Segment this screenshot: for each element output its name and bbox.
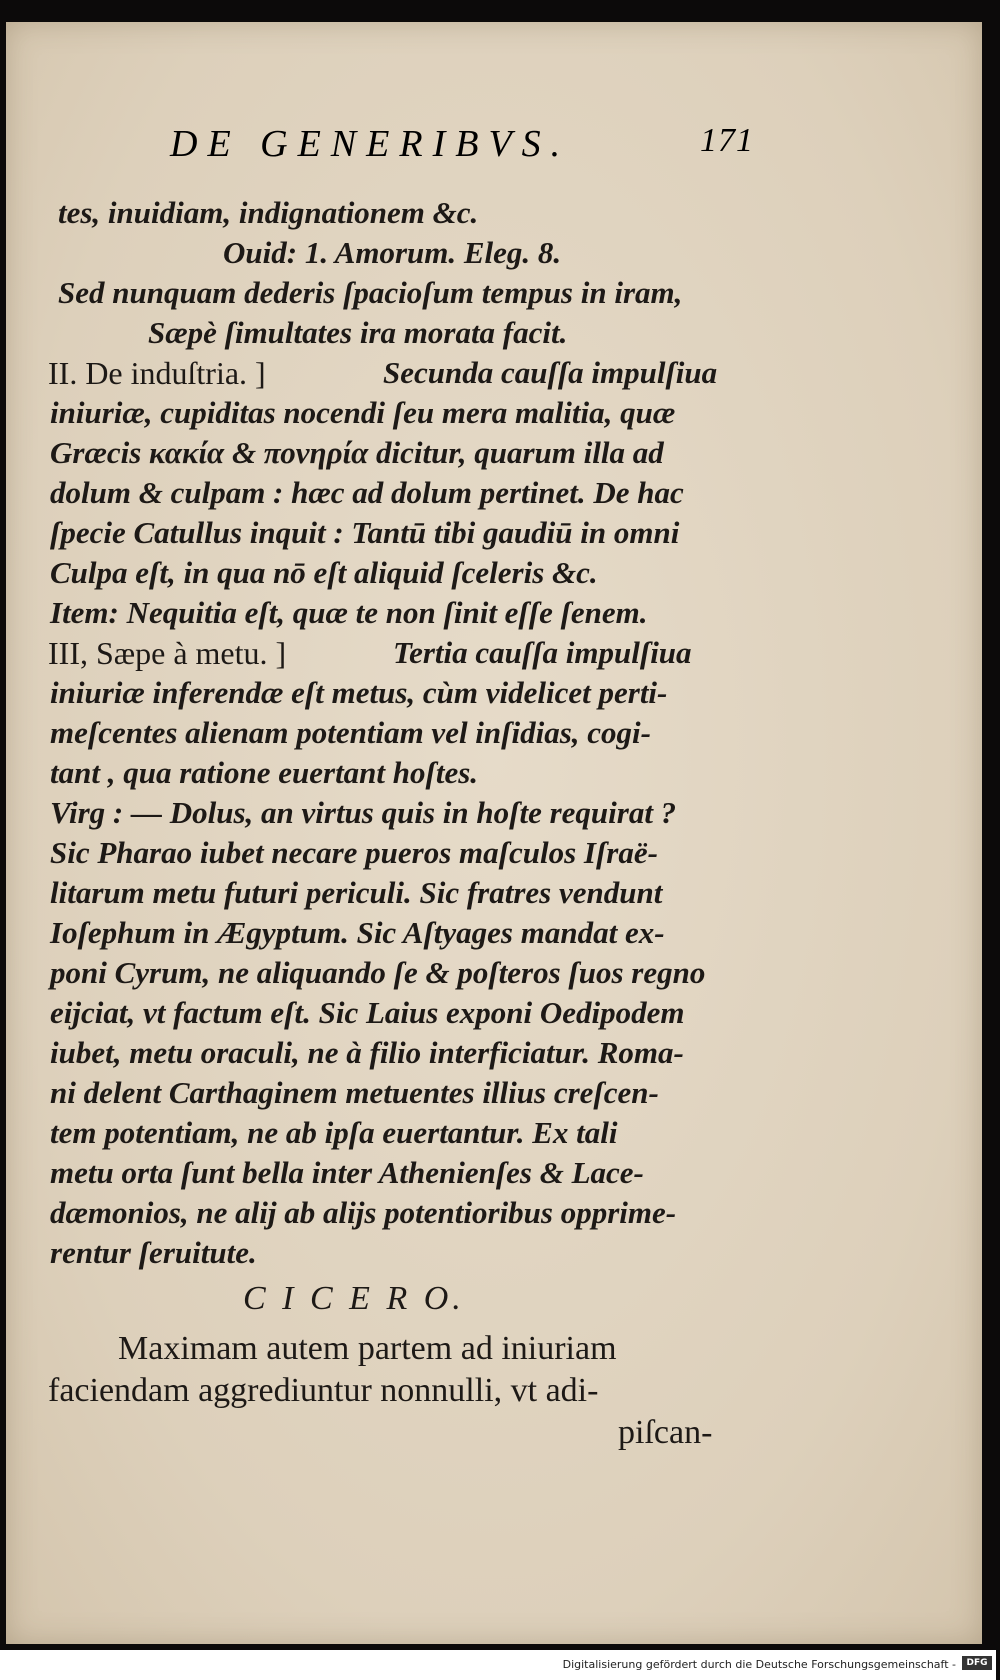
line-text: piſcan- (618, 1414, 713, 1451)
line-text: Græcis κακία & πονηρία dicitur, quarum illa ad (50, 435, 664, 470)
text-line (50, 875, 662, 911)
text-line (50, 795, 676, 831)
line-text: dæmonios, ne alij ab alijs potentioribus opprime- (50, 1195, 677, 1230)
text-line (48, 355, 718, 392)
line-text: ſpecie Catullus inquit : Tantū tibi gaudiū in omni (50, 515, 680, 550)
text-line (50, 555, 598, 591)
text-line (48, 635, 692, 672)
line-text: Culpa eſt, in qua nō eſt aliquid ſceleris &c. (50, 555, 598, 590)
text-line (50, 995, 685, 1031)
line-text: Ouid: 1. Amorum. Eleg. 8. (223, 235, 562, 270)
footer-bar (0, 1650, 996, 1680)
section-marker: III, Sæpe à metu. ] (48, 635, 287, 671)
line-text: faciendam aggrediuntur nonnulli, vt adi- (48, 1372, 599, 1409)
text-line (50, 715, 651, 751)
line-text: iniuriæ inferendæ eſt metus, cùm videlicet perti- (50, 675, 668, 710)
line-text: Sed nunquam dederis ſpacioſum tempus in iram, (58, 275, 683, 310)
line-text: Tertia cauſſa impulſiua (393, 635, 692, 670)
text-line (58, 275, 682, 311)
text-line (243, 1280, 465, 1318)
running-header (170, 122, 770, 172)
section-heading: C I C E R O. (243, 1280, 465, 1317)
text-line (50, 1235, 257, 1271)
text-line (48, 1372, 598, 1410)
text-line (50, 1115, 618, 1151)
text-line (50, 755, 478, 791)
text-line (50, 1155, 644, 1191)
text-line (50, 1075, 659, 1111)
line-text: Sic Pharao iubet necare pueros maſculos Iſraë- (50, 835, 658, 870)
line-text: metu orta ſunt bella inter Athenienſes & Lace- (50, 1155, 644, 1190)
text-line (50, 515, 679, 551)
text-line (58, 195, 478, 231)
dfg-logo: DFG (962, 1656, 992, 1670)
text-line (50, 435, 664, 471)
line-text: Maximam autem partem ad iniuriam (118, 1330, 617, 1367)
line-text: rentur ſeruitute. (50, 1235, 257, 1270)
line-text: tes, inuidiam, indignationem &c. (58, 195, 479, 230)
page-number: 171 (700, 122, 754, 159)
line-text: litarum metu futuri periculi. Sic fratres vendunt (50, 875, 663, 910)
text-line (50, 915, 665, 951)
line-text: tant , qua ratione euertant hoſtes. (50, 755, 479, 790)
text-line (118, 1330, 617, 1368)
text-line (50, 395, 675, 431)
line-text: Secunda cauſſa impulſiua (383, 355, 718, 390)
text-line (148, 315, 567, 351)
line-text: Item: Nequitia eſt, quæ te non ſinit eſſe ſenem. (50, 595, 648, 630)
text-line (618, 1414, 712, 1452)
line-text: Virg : — Dolus, an virtus quis in hoſte requirat ? (50, 795, 677, 830)
line-text: poni Cyrum, ne aliquando ſe & poſteros ſuos regno (50, 955, 706, 990)
text-line (50, 675, 667, 711)
line-text: Sæpè ſimultates ira morata facit. (148, 315, 568, 350)
line-text: eijciat, vt factum eſt. Sic Laius exponi Oedipodem (50, 995, 685, 1030)
text-line (50, 955, 705, 991)
text-line (50, 595, 648, 631)
section-marker: II. De induſtria. ] (48, 355, 266, 391)
text-line (50, 835, 658, 871)
running-title: DE GENERIBVS. (170, 123, 571, 165)
line-text: iniuriæ, cupiditas nocendi ſeu mera malitia, quæ (50, 395, 676, 430)
line-text: ni delent Carthaginem metuentes illius creſcen- (50, 1075, 659, 1110)
text-line (223, 235, 561, 271)
footer-credit: Digitalisierung gefördert durch die Deutsche Forschungsgemeinschaft - (562, 1658, 956, 1671)
line-text: tem potentiam, ne ab ipſa euertantur. Ex tali (50, 1115, 618, 1150)
text-line (50, 1035, 684, 1071)
text-line (50, 1195, 676, 1231)
line-text: meſcentes alienam potentiam vel inſidias, cogi- (50, 715, 651, 750)
line-text: iubet, metu oraculi, ne à filio interficiatur. Roma- (50, 1035, 684, 1070)
text-line (50, 475, 684, 511)
line-text: dolum & culpam : hæc ad dolum pertinet. De hac (50, 475, 684, 510)
line-text: Ioſephum in Ægyptum. Sic Aſtyages mandat ex- (50, 915, 665, 950)
